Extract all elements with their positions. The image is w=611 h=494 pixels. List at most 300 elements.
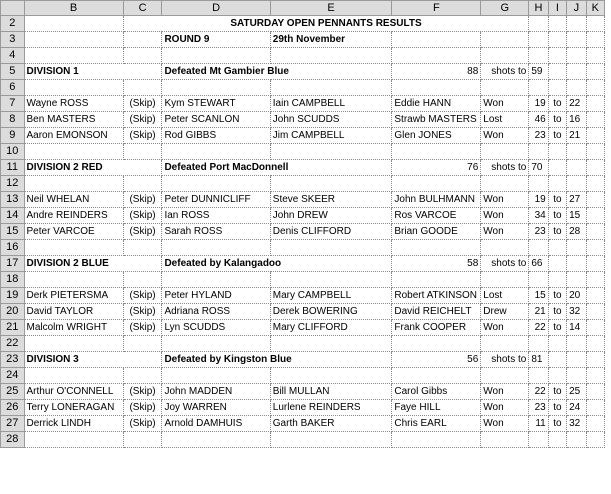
rink-player-4[interactable]: Robert ATKINSON: [392, 288, 481, 304]
division-result[interactable]: Defeated Port MacDonnell: [162, 160, 392, 176]
rink-player-3[interactable]: Denis CLIFFORD: [270, 224, 392, 240]
cell[interactable]: [567, 272, 586, 288]
rink-player-2[interactable]: Rod GIBBS: [162, 128, 270, 144]
cell[interactable]: [548, 80, 566, 96]
column-header-E[interactable]: E: [270, 1, 392, 16]
row-header[interactable]: 19: [1, 288, 25, 304]
cell[interactable]: [123, 80, 162, 96]
cell[interactable]: [586, 416, 604, 432]
cell[interactable]: [123, 32, 162, 48]
division-shots-against[interactable]: 81: [529, 352, 548, 368]
cell[interactable]: [567, 256, 586, 272]
cell[interactable]: [586, 240, 604, 256]
rink-shots-for[interactable]: 15: [529, 288, 548, 304]
cell[interactable]: [586, 304, 604, 320]
rink-skip[interactable]: Malcolm WRIGHT: [24, 320, 123, 336]
cell[interactable]: [586, 80, 604, 96]
row-header[interactable]: 5: [1, 64, 25, 80]
skip-tag[interactable]: (Skip): [123, 304, 162, 320]
skip-tag[interactable]: (Skip): [123, 112, 162, 128]
cell[interactable]: [529, 144, 548, 160]
rink-skip[interactable]: Arthur O'CONNELL: [24, 384, 123, 400]
column-header-J[interactable]: J: [567, 1, 586, 16]
rink-player-4[interactable]: Faye HILL: [392, 400, 481, 416]
cell[interactable]: [24, 432, 123, 448]
rink-to-label[interactable]: to: [548, 304, 566, 320]
column-header-H[interactable]: H: [529, 1, 548, 16]
rink-skip[interactable]: Derk PIETERSMA: [24, 288, 123, 304]
rink-shots-for[interactable]: 34: [529, 208, 548, 224]
cell[interactable]: [24, 48, 123, 64]
division-name[interactable]: DIVISION 1: [24, 64, 162, 80]
cell[interactable]: [548, 160, 566, 176]
rink-player-3[interactable]: Steve SKEER: [270, 192, 392, 208]
skip-tag[interactable]: (Skip): [123, 224, 162, 240]
cell[interactable]: [270, 272, 392, 288]
cell[interactable]: [162, 48, 270, 64]
cell[interactable]: [567, 240, 586, 256]
rink-player-4[interactable]: Frank COOPER: [392, 320, 481, 336]
rink-to-label[interactable]: to: [548, 384, 566, 400]
rink-skip[interactable]: Aaron EMONSON: [24, 128, 123, 144]
cell[interactable]: [481, 48, 529, 64]
rink-shots-for[interactable]: 46: [529, 112, 548, 128]
cell[interactable]: [270, 368, 392, 384]
rink-shots-against[interactable]: 32: [567, 416, 586, 432]
cell[interactable]: [586, 96, 604, 112]
row-header[interactable]: 24: [1, 368, 25, 384]
row-header[interactable]: 16: [1, 240, 25, 256]
cell[interactable]: [270, 48, 392, 64]
cell[interactable]: [529, 16, 548, 32]
cell[interactable]: [586, 48, 604, 64]
rink-skip[interactable]: Ben MASTERS: [24, 112, 123, 128]
row-header[interactable]: 27: [1, 416, 25, 432]
sheet-row: [1, 400, 605, 416]
rink-skip[interactable]: Peter VARCOE: [24, 224, 123, 240]
cell[interactable]: [567, 336, 586, 352]
cell[interactable]: [529, 32, 548, 48]
division-shots-to-label[interactable]: shots to: [481, 352, 529, 368]
cell[interactable]: [392, 80, 481, 96]
rink-result[interactable]: Drew: [481, 304, 529, 320]
rink-result[interactable]: Won: [481, 400, 529, 416]
cell[interactable]: [586, 176, 604, 192]
sheet-row: [1, 208, 605, 224]
cell[interactable]: [567, 432, 586, 448]
rink-shots-against[interactable]: 16: [567, 112, 586, 128]
cell[interactable]: [162, 272, 270, 288]
cell[interactable]: [270, 432, 392, 448]
rink-player-3[interactable]: Jim CAMPBELL: [270, 128, 392, 144]
cell[interactable]: [24, 16, 123, 32]
rink-player-2[interactable]: Sarah ROSS: [162, 224, 270, 240]
row-header[interactable]: 11: [1, 160, 25, 176]
rink-player-3[interactable]: Garth BAKER: [270, 416, 392, 432]
row-header[interactable]: 18: [1, 272, 25, 288]
cell[interactable]: [392, 176, 481, 192]
rink-player-4[interactable]: Chris EARL: [392, 416, 481, 432]
cell[interactable]: [392, 368, 481, 384]
column-header-K[interactable]: K: [586, 1, 604, 16]
rink-to-label[interactable]: to: [548, 96, 566, 112]
cell[interactable]: [586, 32, 604, 48]
rink-player-2[interactable]: Adriana ROSS: [162, 304, 270, 320]
rink-player-3[interactable]: Mary CLIFFORD: [270, 320, 392, 336]
cell[interactable]: [548, 64, 566, 80]
rink-result[interactable]: Won: [481, 208, 529, 224]
rink-shots-for[interactable]: 22: [529, 384, 548, 400]
rink-player-3[interactable]: Bill MULLAN: [270, 384, 392, 400]
cell[interactable]: [24, 80, 123, 96]
cell[interactable]: [586, 144, 604, 160]
rink-shots-against[interactable]: 28: [567, 224, 586, 240]
division-shots-against[interactable]: 59: [529, 64, 548, 80]
cell[interactable]: [123, 48, 162, 64]
rink-player-3[interactable]: Lurlene REINDERS: [270, 400, 392, 416]
cell[interactable]: [529, 240, 548, 256]
cell[interactable]: [586, 368, 604, 384]
cell[interactable]: [567, 160, 586, 176]
rink-shots-for[interactable]: 22: [529, 320, 548, 336]
division-result[interactable]: Defeated by Kingston Blue: [162, 352, 392, 368]
cell[interactable]: [481, 368, 529, 384]
row-header[interactable]: 9: [1, 128, 25, 144]
cell[interactable]: [586, 16, 604, 32]
rink-player-4[interactable]: Eddie HANN: [392, 96, 481, 112]
cell[interactable]: [481, 144, 529, 160]
rink-to-label[interactable]: to: [548, 208, 566, 224]
row-header[interactable]: 23: [1, 352, 25, 368]
row-header[interactable]: 4: [1, 48, 25, 64]
rink-player-2[interactable]: Arnold DAMHUIS: [162, 416, 270, 432]
cell[interactable]: [481, 240, 529, 256]
rink-shots-against[interactable]: 20: [567, 288, 586, 304]
cell[interactable]: [481, 80, 529, 96]
rink-shots-against[interactable]: 25: [567, 384, 586, 400]
cell[interactable]: [529, 368, 548, 384]
skip-tag[interactable]: (Skip): [123, 128, 162, 144]
cell[interactable]: [24, 240, 123, 256]
sheet-row: [1, 96, 605, 112]
rink-shots-against[interactable]: 27: [567, 192, 586, 208]
cell[interactable]: [548, 144, 566, 160]
division-shots-against[interactable]: 66: [529, 256, 548, 272]
cell[interactable]: [162, 368, 270, 384]
rink-player-2[interactable]: Peter DUNNICLIFF: [162, 192, 270, 208]
rink-to-label[interactable]: to: [548, 320, 566, 336]
cell[interactable]: [586, 272, 604, 288]
sheet-row: [1, 352, 605, 368]
division-name[interactable]: DIVISION 3: [24, 352, 162, 368]
row-header[interactable]: 28: [1, 432, 25, 448]
division-result[interactable]: Defeated by Kalangadoo: [162, 256, 392, 272]
rink-player-4[interactable]: John BULHMANN: [392, 192, 481, 208]
round-date[interactable]: 29th November: [270, 32, 392, 48]
cell[interactable]: [162, 240, 270, 256]
rink-shots-for[interactable]: 19: [529, 192, 548, 208]
cell[interactable]: [586, 384, 604, 400]
row-header[interactable]: 17: [1, 256, 25, 272]
cell[interactable]: [548, 272, 566, 288]
cell[interactable]: [481, 432, 529, 448]
cell[interactable]: [548, 240, 566, 256]
division-shots-against[interactable]: 70: [529, 160, 548, 176]
row-header[interactable]: 10: [1, 144, 25, 160]
row-header[interactable]: 6: [1, 80, 25, 96]
rink-shots-against[interactable]: 22: [567, 96, 586, 112]
round-label[interactable]: ROUND 9: [162, 32, 270, 48]
rink-shots-against[interactable]: 15: [567, 208, 586, 224]
cell[interactable]: [586, 208, 604, 224]
cell[interactable]: [392, 336, 481, 352]
cell[interactable]: [548, 16, 566, 32]
rink-shots-against[interactable]: 32: [567, 304, 586, 320]
cell[interactable]: [123, 272, 162, 288]
cell[interactable]: [481, 32, 529, 48]
division-name[interactable]: DIVISION 2 BLUE: [24, 256, 162, 272]
cell[interactable]: [392, 272, 481, 288]
cell[interactable]: [162, 432, 270, 448]
cell[interactable]: [586, 112, 604, 128]
cell[interactable]: [567, 64, 586, 80]
cell[interactable]: [586, 256, 604, 272]
column-header-B[interactable]: B: [24, 1, 123, 16]
row-header[interactable]: 13: [1, 192, 25, 208]
cell[interactable]: [270, 336, 392, 352]
rink-skip[interactable]: David TAYLOR: [24, 304, 123, 320]
cell[interactable]: [567, 80, 586, 96]
cell[interactable]: [586, 320, 604, 336]
division-shots-for[interactable]: 58: [392, 256, 481, 272]
division-shots-for[interactable]: 76: [392, 160, 481, 176]
cell[interactable]: [24, 368, 123, 384]
rink-player-3[interactable]: Mary CAMPBELL: [270, 288, 392, 304]
cell[interactable]: [548, 176, 566, 192]
rink-shots-for[interactable]: 23: [529, 224, 548, 240]
cell[interactable]: [162, 336, 270, 352]
division-shots-to-label[interactable]: shots to: [481, 64, 529, 80]
cell[interactable]: [586, 288, 604, 304]
cell[interactable]: [567, 32, 586, 48]
cell[interactable]: [123, 176, 162, 192]
cell[interactable]: [24, 336, 123, 352]
rink-player-2[interactable]: Kym STEWART: [162, 96, 270, 112]
column-header-I[interactable]: I: [548, 1, 566, 16]
skip-tag[interactable]: (Skip): [123, 384, 162, 400]
rink-result[interactable]: Won: [481, 384, 529, 400]
division-name[interactable]: DIVISION 2 RED: [24, 160, 162, 176]
rink-player-3[interactable]: Derek BOWERING: [270, 304, 392, 320]
cell[interactable]: [270, 144, 392, 160]
rink-to-label[interactable]: to: [548, 224, 566, 240]
cell[interactable]: [162, 176, 270, 192]
rink-result[interactable]: Lost: [481, 288, 529, 304]
rink-shots-against[interactable]: 21: [567, 128, 586, 144]
row-header[interactable]: 14: [1, 208, 25, 224]
skip-tag[interactable]: (Skip): [123, 96, 162, 112]
division-shots-for[interactable]: 88: [392, 64, 481, 80]
cell[interactable]: [392, 32, 481, 48]
rink-player-4[interactable]: Brian GOODE: [392, 224, 481, 240]
rink-player-2[interactable]: Ian ROSS: [162, 208, 270, 224]
division-shots-to-label[interactable]: shots to: [481, 160, 529, 176]
division-shots-for[interactable]: 56: [392, 352, 481, 368]
row-header[interactable]: 7: [1, 96, 25, 112]
division-shots-to-label[interactable]: shots to: [481, 256, 529, 272]
cell[interactable]: [529, 48, 548, 64]
cell[interactable]: [162, 144, 270, 160]
cell[interactable]: [162, 80, 270, 96]
cell[interactable]: [548, 368, 566, 384]
rink-player-2[interactable]: Peter HYLAND: [162, 288, 270, 304]
cell[interactable]: [548, 32, 566, 48]
rink-player-4[interactable]: David REICHELT: [392, 304, 481, 320]
cell[interactable]: [392, 240, 481, 256]
rink-shots-for[interactable]: 11: [529, 416, 548, 432]
cell[interactable]: [529, 336, 548, 352]
cell[interactable]: [567, 48, 586, 64]
rink-to-label[interactable]: to: [548, 400, 566, 416]
skip-tag[interactable]: (Skip): [123, 208, 162, 224]
skip-tag[interactable]: (Skip): [123, 288, 162, 304]
rink-player-2[interactable]: Peter SCANLON: [162, 112, 270, 128]
cell[interactable]: [529, 176, 548, 192]
cell[interactable]: [123, 432, 162, 448]
cell[interactable]: [586, 192, 604, 208]
row-header[interactable]: 15: [1, 224, 25, 240]
cell[interactable]: [586, 128, 604, 144]
cell[interactable]: [24, 144, 123, 160]
column-header-F[interactable]: F: [392, 1, 481, 16]
rink-shots-for[interactable]: 23: [529, 400, 548, 416]
rink-player-4[interactable]: Carol Gibbs: [392, 384, 481, 400]
cell[interactable]: [270, 80, 392, 96]
cell[interactable]: [481, 176, 529, 192]
cell[interactable]: [392, 144, 481, 160]
rink-shots-for[interactable]: 21: [529, 304, 548, 320]
cell[interactable]: [123, 336, 162, 352]
rink-result[interactable]: Won: [481, 224, 529, 240]
row-header[interactable]: 25: [1, 384, 25, 400]
rink-result[interactable]: Won: [481, 128, 529, 144]
cell[interactable]: [567, 368, 586, 384]
cell[interactable]: [586, 224, 604, 240]
cell[interactable]: [392, 48, 481, 64]
row-header[interactable]: 8: [1, 112, 25, 128]
column-header-C[interactable]: C: [123, 1, 162, 16]
rink-shots-against[interactable]: 14: [567, 320, 586, 336]
cell[interactable]: [24, 272, 123, 288]
rink-skip[interactable]: Terry LONERAGAN: [24, 400, 123, 416]
cell[interactable]: [586, 336, 604, 352]
rink-player-4[interactable]: Strawb MASTERS: [392, 112, 481, 128]
rink-player-3[interactable]: John SCUDDS: [270, 112, 392, 128]
column-header-G[interactable]: G: [481, 1, 529, 16]
cell[interactable]: [529, 432, 548, 448]
rink-player-2[interactable]: Joy WARREN: [162, 400, 270, 416]
cell[interactable]: [123, 240, 162, 256]
rink-to-label[interactable]: to: [548, 112, 566, 128]
rink-to-label[interactable]: to: [548, 128, 566, 144]
rink-to-label[interactable]: to: [548, 192, 566, 208]
cell[interactable]: [529, 80, 548, 96]
cell[interactable]: [548, 432, 566, 448]
cell[interactable]: [270, 240, 392, 256]
skip-tag[interactable]: (Skip): [123, 320, 162, 336]
cell[interactable]: [567, 352, 586, 368]
rink-result[interactable]: Won: [481, 192, 529, 208]
cell[interactable]: [270, 176, 392, 192]
cell[interactable]: [529, 272, 548, 288]
cell[interactable]: [567, 144, 586, 160]
rink-player-4[interactable]: Ros VARCOE: [392, 208, 481, 224]
cell[interactable]: [586, 160, 604, 176]
rink-shots-against[interactable]: 24: [567, 400, 586, 416]
rink-skip[interactable]: Wayne ROSS: [24, 96, 123, 112]
cell[interactable]: [548, 48, 566, 64]
cell[interactable]: [548, 256, 566, 272]
skip-tag[interactable]: (Skip): [123, 416, 162, 432]
cell[interactable]: [548, 352, 566, 368]
column-header-D[interactable]: D: [162, 1, 270, 16]
cell[interactable]: [123, 144, 162, 160]
skip-tag[interactable]: (Skip): [123, 192, 162, 208]
rink-skip[interactable]: Neil WHELAN: [24, 192, 123, 208]
rink-shots-for[interactable]: 19: [529, 96, 548, 112]
rink-result[interactable]: Lost: [481, 112, 529, 128]
cell[interactable]: [567, 176, 586, 192]
row-header[interactable]: 20: [1, 304, 25, 320]
rink-to-label[interactable]: to: [548, 416, 566, 432]
row-header[interactable]: 3: [1, 32, 25, 48]
rink-skip[interactable]: Derrick LINDH: [24, 416, 123, 432]
rink-player-4[interactable]: Glen JONES: [392, 128, 481, 144]
skip-tag[interactable]: (Skip): [123, 400, 162, 416]
cell[interactable]: [586, 64, 604, 80]
cell[interactable]: [24, 176, 123, 192]
row-header[interactable]: 2: [1, 16, 25, 32]
cell[interactable]: [567, 16, 586, 32]
rink-result[interactable]: Won: [481, 320, 529, 336]
cell[interactable]: [586, 432, 604, 448]
row-header[interactable]: 21: [1, 320, 25, 336]
cell[interactable]: [548, 336, 566, 352]
select-all-corner[interactable]: [1, 1, 25, 16]
cell[interactable]: [586, 400, 604, 416]
rink-player-3[interactable]: Iain CAMPBELL: [270, 96, 392, 112]
row-header[interactable]: 12: [1, 176, 25, 192]
row-header[interactable]: 26: [1, 400, 25, 416]
cell[interactable]: [392, 432, 481, 448]
rink-result[interactable]: Won: [481, 416, 529, 432]
rink-to-label[interactable]: to: [548, 288, 566, 304]
cell[interactable]: [586, 352, 604, 368]
rink-result[interactable]: Won: [481, 96, 529, 112]
cell[interactable]: [481, 272, 529, 288]
row-header[interactable]: 22: [1, 336, 25, 352]
rink-player-3[interactable]: John DREW: [270, 208, 392, 224]
cell[interactable]: [24, 32, 123, 48]
rink-skip[interactable]: Andre REINDERS: [24, 208, 123, 224]
rink-player-2[interactable]: John MADDEN: [162, 384, 270, 400]
sheet-title[interactable]: SATURDAY OPEN PENNANTS RESULTS: [123, 16, 529, 32]
rink-shots-for[interactable]: 23: [529, 128, 548, 144]
cell[interactable]: [123, 368, 162, 384]
rink-player-2[interactable]: Lyn SCUDDS: [162, 320, 270, 336]
division-result[interactable]: Defeated Mt Gambier Blue: [162, 64, 392, 80]
cell[interactable]: [481, 336, 529, 352]
